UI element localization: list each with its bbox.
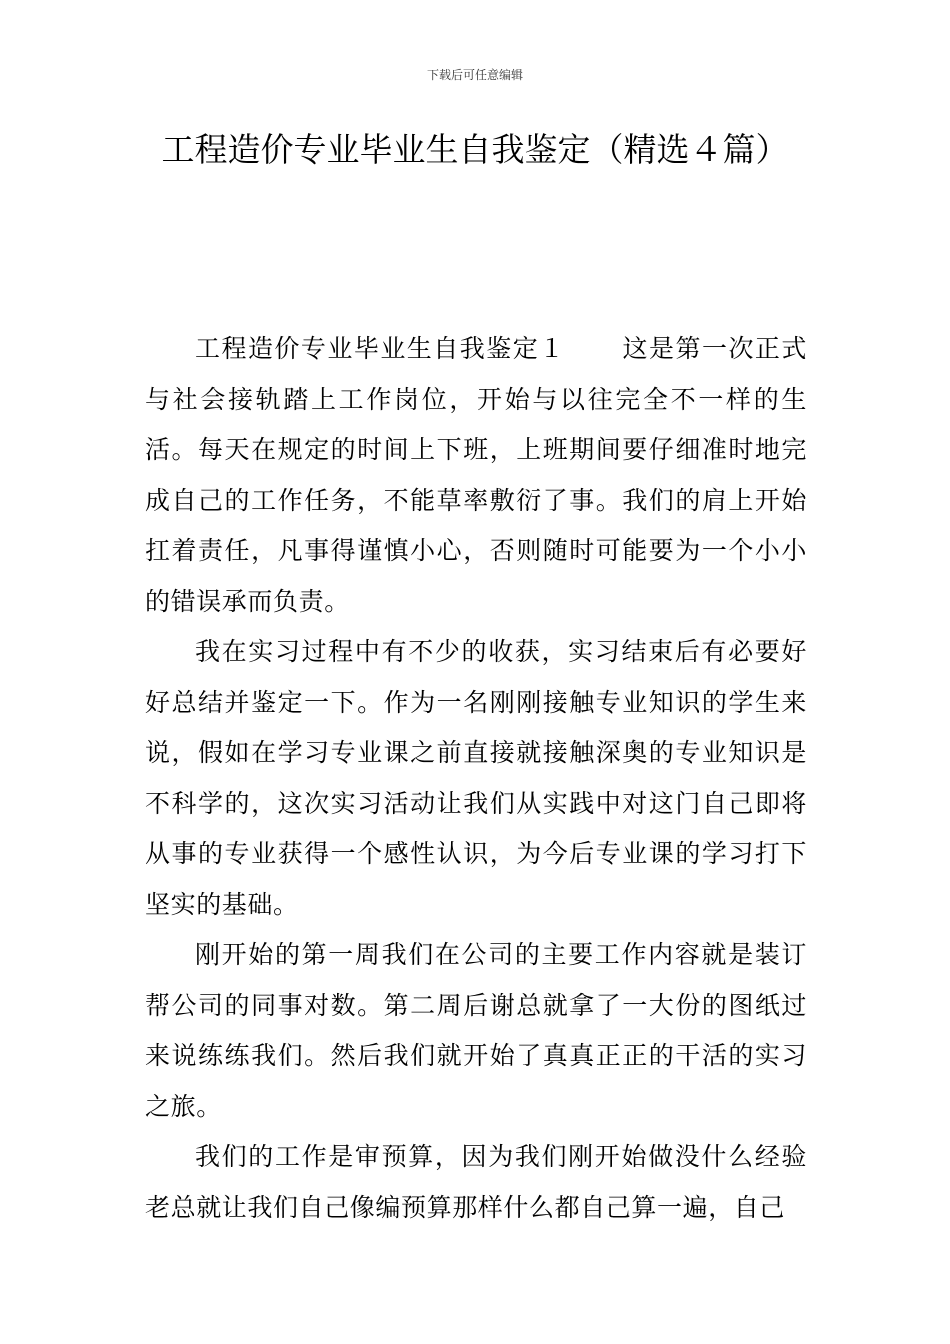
paragraph-1-text: 这是第一次正式与社会接轨踏上工作岗位，开始与以往完全不一样的生活。每天在规定的时间上下班，上班期间要仔细准时地完成自己的工作任务，不能草率敷衍了事。我们的肩上开始扛着责任，凡事得谨慎小心，否则随时可能要为一个小小的错误承而负责。 <box>145 334 808 616</box>
document-title: 工程造价专业毕业生自我鉴定（精选４篇） <box>161 130 789 169</box>
paragraph-2: 我在实习过程中有不少的收获，实习结束后有必要好好总结并鉴定一下。作为一名刚刚接触专业知识的学生来说，假如在学习专业课之前直接就接触深奥的专业知识是不科学的，这次实习活动让我们从实践中对这门自己即将从事的专业获得一个感性认识，为今后专业课的学习打下坚实的基础。 <box>145 637 807 919</box>
paragraph-1 <box>145 324 807 627</box>
paragraph-4: 我们的工作是审预算，因为我们刚开始做没什么经验老总就让我们自己像编预算那样什么都自己算一遍，自己 <box>145 1142 807 1222</box>
document-body <box>145 324 807 1233</box>
header-note: 下载后可任意编辑 <box>426 68 523 82</box>
paragraph-3: 刚开始的第一周我们在公司的主要工作内容就是装订帮公司的同事对数。第二周后谢总就拿了一大份的图纸过来说练练我们。然后我们就开始了真真正正的干活的实习之旅。 <box>145 940 807 1121</box>
section-heading: 工程造价专业毕业生自我鉴定１ <box>195 334 566 363</box>
